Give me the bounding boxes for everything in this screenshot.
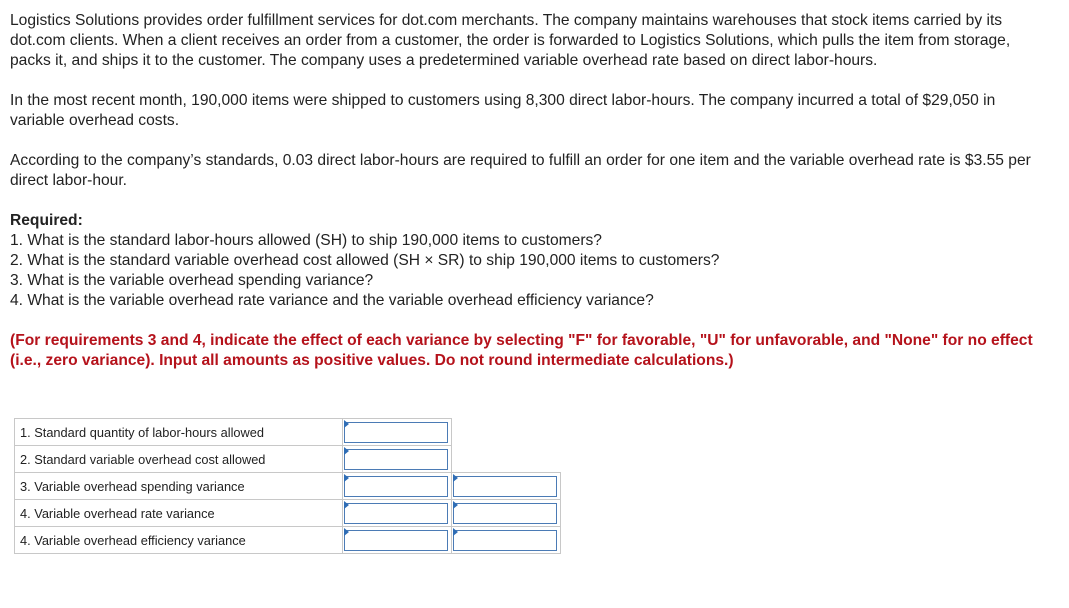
standards-paragraph: According to the company’s standards, 0.03 direct labor-hours are required to fulfill an order for one item and the variable overhead rate is $3.55 per direct labor-hour.	[10, 152, 1031, 189]
table-row	[15, 527, 561, 554]
month-data-paragraph: In the most recent month, 190,000 items were shipped to customers using 8,300 direct labor-hours. The company incurred a total of $29,050 in variable overhead costs.	[10, 92, 996, 129]
row-label: 4. Variable overhead rate variance	[15, 500, 343, 527]
table-row	[15, 473, 561, 500]
flag-icon	[344, 501, 349, 509]
efficiency-variance-effect-select[interactable]	[453, 530, 557, 551]
row-label: 1. Standard quantity of labor-hours allowed	[15, 419, 343, 446]
flag-icon	[344, 420, 349, 428]
intro-paragraph: Logistics Solutions provides order fulfillment services for dot.com merchants. The company maintains warehouses that stock items carried by its dot.com clients. When a client receives an order from a customer, the order is forwarded to Logistics Solutions, which pulls the item from storage, packs it, and ships it to the customer. The company uses a predetermined variable overhead rate based on direct labor-hours.	[10, 12, 1011, 69]
table-row	[15, 446, 561, 473]
required-heading: Required:	[10, 212, 83, 229]
table-row	[15, 419, 561, 446]
instructions-note: (For requirements 3 and 4, indicate the effect of each variance by selecting "F" for favorable, "U" for unfavorable, and "None" for no effect (i.e., zero variance). Input all amounts as positive values. Do not round intermediate calculations.)	[10, 332, 1033, 369]
problem-statement	[10, 11, 1050, 371]
flag-icon	[344, 474, 349, 482]
rate-variance-effect-select[interactable]	[453, 503, 557, 524]
requirement-item: 1. What is the standard labor-hours allowed (SH) to ship 190,000 items to customers?	[10, 232, 602, 249]
standard-labor-hours-input[interactable]	[344, 422, 448, 443]
amount-cell	[343, 446, 452, 473]
answer-table	[14, 418, 561, 554]
amount-cell	[343, 419, 452, 446]
row-label: 2. Standard variable overhead cost allowed	[15, 446, 343, 473]
flag-icon	[344, 447, 349, 455]
table-row	[15, 500, 561, 527]
spending-variance-effect-select[interactable]	[453, 476, 557, 497]
amount-cell	[343, 500, 452, 527]
spending-variance-amount-input[interactable]	[344, 476, 448, 497]
empty-cell	[452, 419, 561, 446]
row-label: 3. Variable overhead spending variance	[15, 473, 343, 500]
requirement-item: 3. What is the variable overhead spending variance?	[10, 272, 374, 289]
effect-cell	[452, 500, 561, 527]
rate-variance-amount-input[interactable]	[344, 503, 448, 524]
effect-cell	[452, 527, 561, 554]
amount-cell	[343, 473, 452, 500]
efficiency-variance-amount-input[interactable]	[344, 530, 448, 551]
amount-cell	[343, 527, 452, 554]
requirement-item: 4. What is the variable overhead rate variance and the variable overhead efficiency variance?	[10, 292, 654, 309]
empty-cell	[452, 446, 561, 473]
requirement-item: 2. What is the standard variable overhead cost allowed (SH × SR) to ship 190,000 items to customers?	[10, 252, 720, 269]
standard-overhead-cost-input[interactable]	[344, 449, 448, 470]
flag-icon	[453, 474, 458, 482]
flag-icon	[453, 501, 458, 509]
flag-icon	[453, 528, 458, 536]
flag-icon	[344, 528, 349, 536]
effect-cell	[452, 473, 561, 500]
row-label: 4. Variable overhead efficiency variance	[15, 527, 343, 554]
